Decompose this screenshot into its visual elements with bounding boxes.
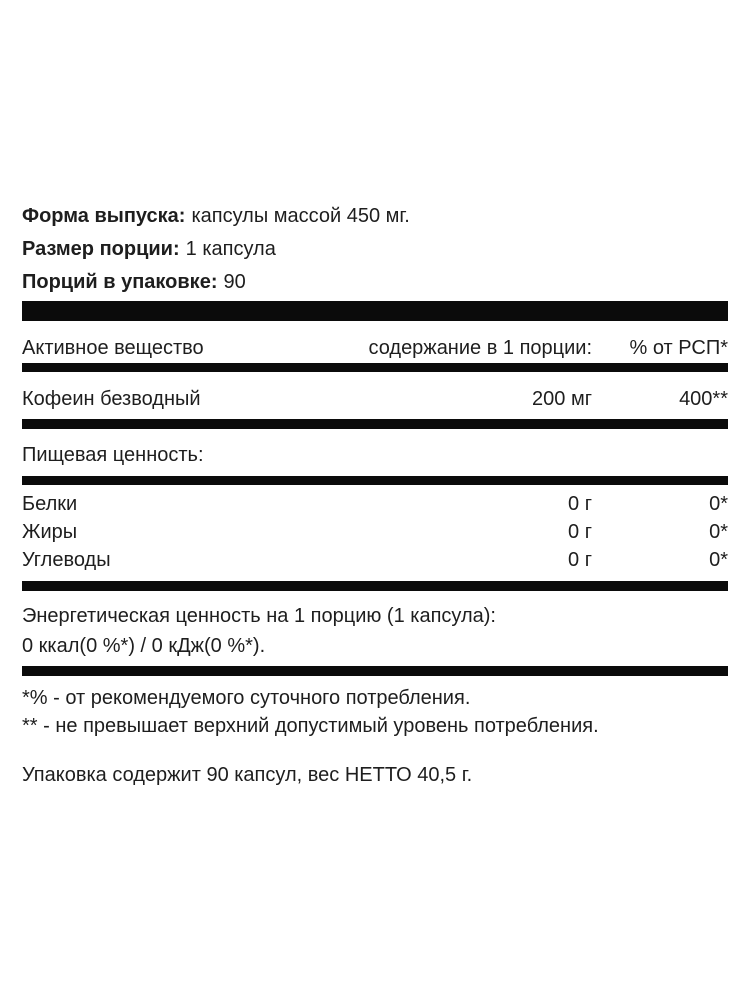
footnotes-block [22,684,728,740]
table-row-fat [22,518,728,546]
serving-size-label: Размер порции: [22,238,180,260]
divider-bar-header [22,363,728,372]
fat-name: Жиры [22,521,78,543]
nutrition-title: Пищевая ценность: [22,444,204,466]
supplement-facts-label [22,200,728,786]
divider-bar-energy-end [22,666,728,676]
servings-per-pack-label: Порций в упаковке: [22,271,218,293]
protein-percent: 0* [709,493,728,515]
protein-name: Белки [22,493,78,515]
serving-size-value: 1 капсула [185,238,276,260]
table-row-protein [22,490,728,518]
nutrition-rows [22,490,728,574]
divider-bar-top [22,301,728,321]
servings-per-pack-line [22,266,728,299]
carbs-amount: 0 г [568,549,592,571]
carbs-name: Углеводы [22,549,111,571]
caffeine-name: Кофеин безводный [22,388,201,410]
energy-line-2: 0 ккал(0 %*) / 0 кДж(0 %*). [22,635,266,657]
product-form-label: Форма выпуска: [22,205,186,227]
fat-amount: 0 г [568,521,592,543]
caffeine-amount: 200 мг [532,388,592,410]
divider-bar-nutrition-end [22,581,728,591]
product-form-value: капсулы массой 450 мг. [191,205,410,227]
header-rsp-percent: % от РСП* [629,337,728,359]
table-row-caffeine [22,388,728,410]
product-form-line [22,200,728,233]
energy-line-1: Энергетическая ценность на 1 порцию (1 капсула): [22,605,496,627]
product-info-block [22,200,728,299]
package-note: Упаковка содержит 90 капсул, вес НЕТТО 40,5 г. [22,764,473,786]
serving-size-line [22,233,728,266]
protein-amount: 0 г [568,493,592,515]
servings-per-pack-value: 90 [223,271,246,293]
header-per-serving: содержание в 1 порции: [368,337,592,359]
caffeine-percent: 400** [679,388,728,410]
active-table-header [22,337,728,359]
header-substance: Активное вещество [22,337,204,359]
energy-block [22,601,728,661]
fat-percent: 0* [709,521,728,543]
divider-bar-nutrition-title [22,476,728,485]
footnote-upper-limit: ** - не превышает верхний допустимый уровень потребления. [22,715,599,737]
table-row-carbs [22,546,728,574]
carbs-percent: 0* [709,549,728,571]
footnote-rsp: *% - от рекомендуемого суточного потребления. [22,687,471,709]
divider-bar-active-end [22,419,728,429]
